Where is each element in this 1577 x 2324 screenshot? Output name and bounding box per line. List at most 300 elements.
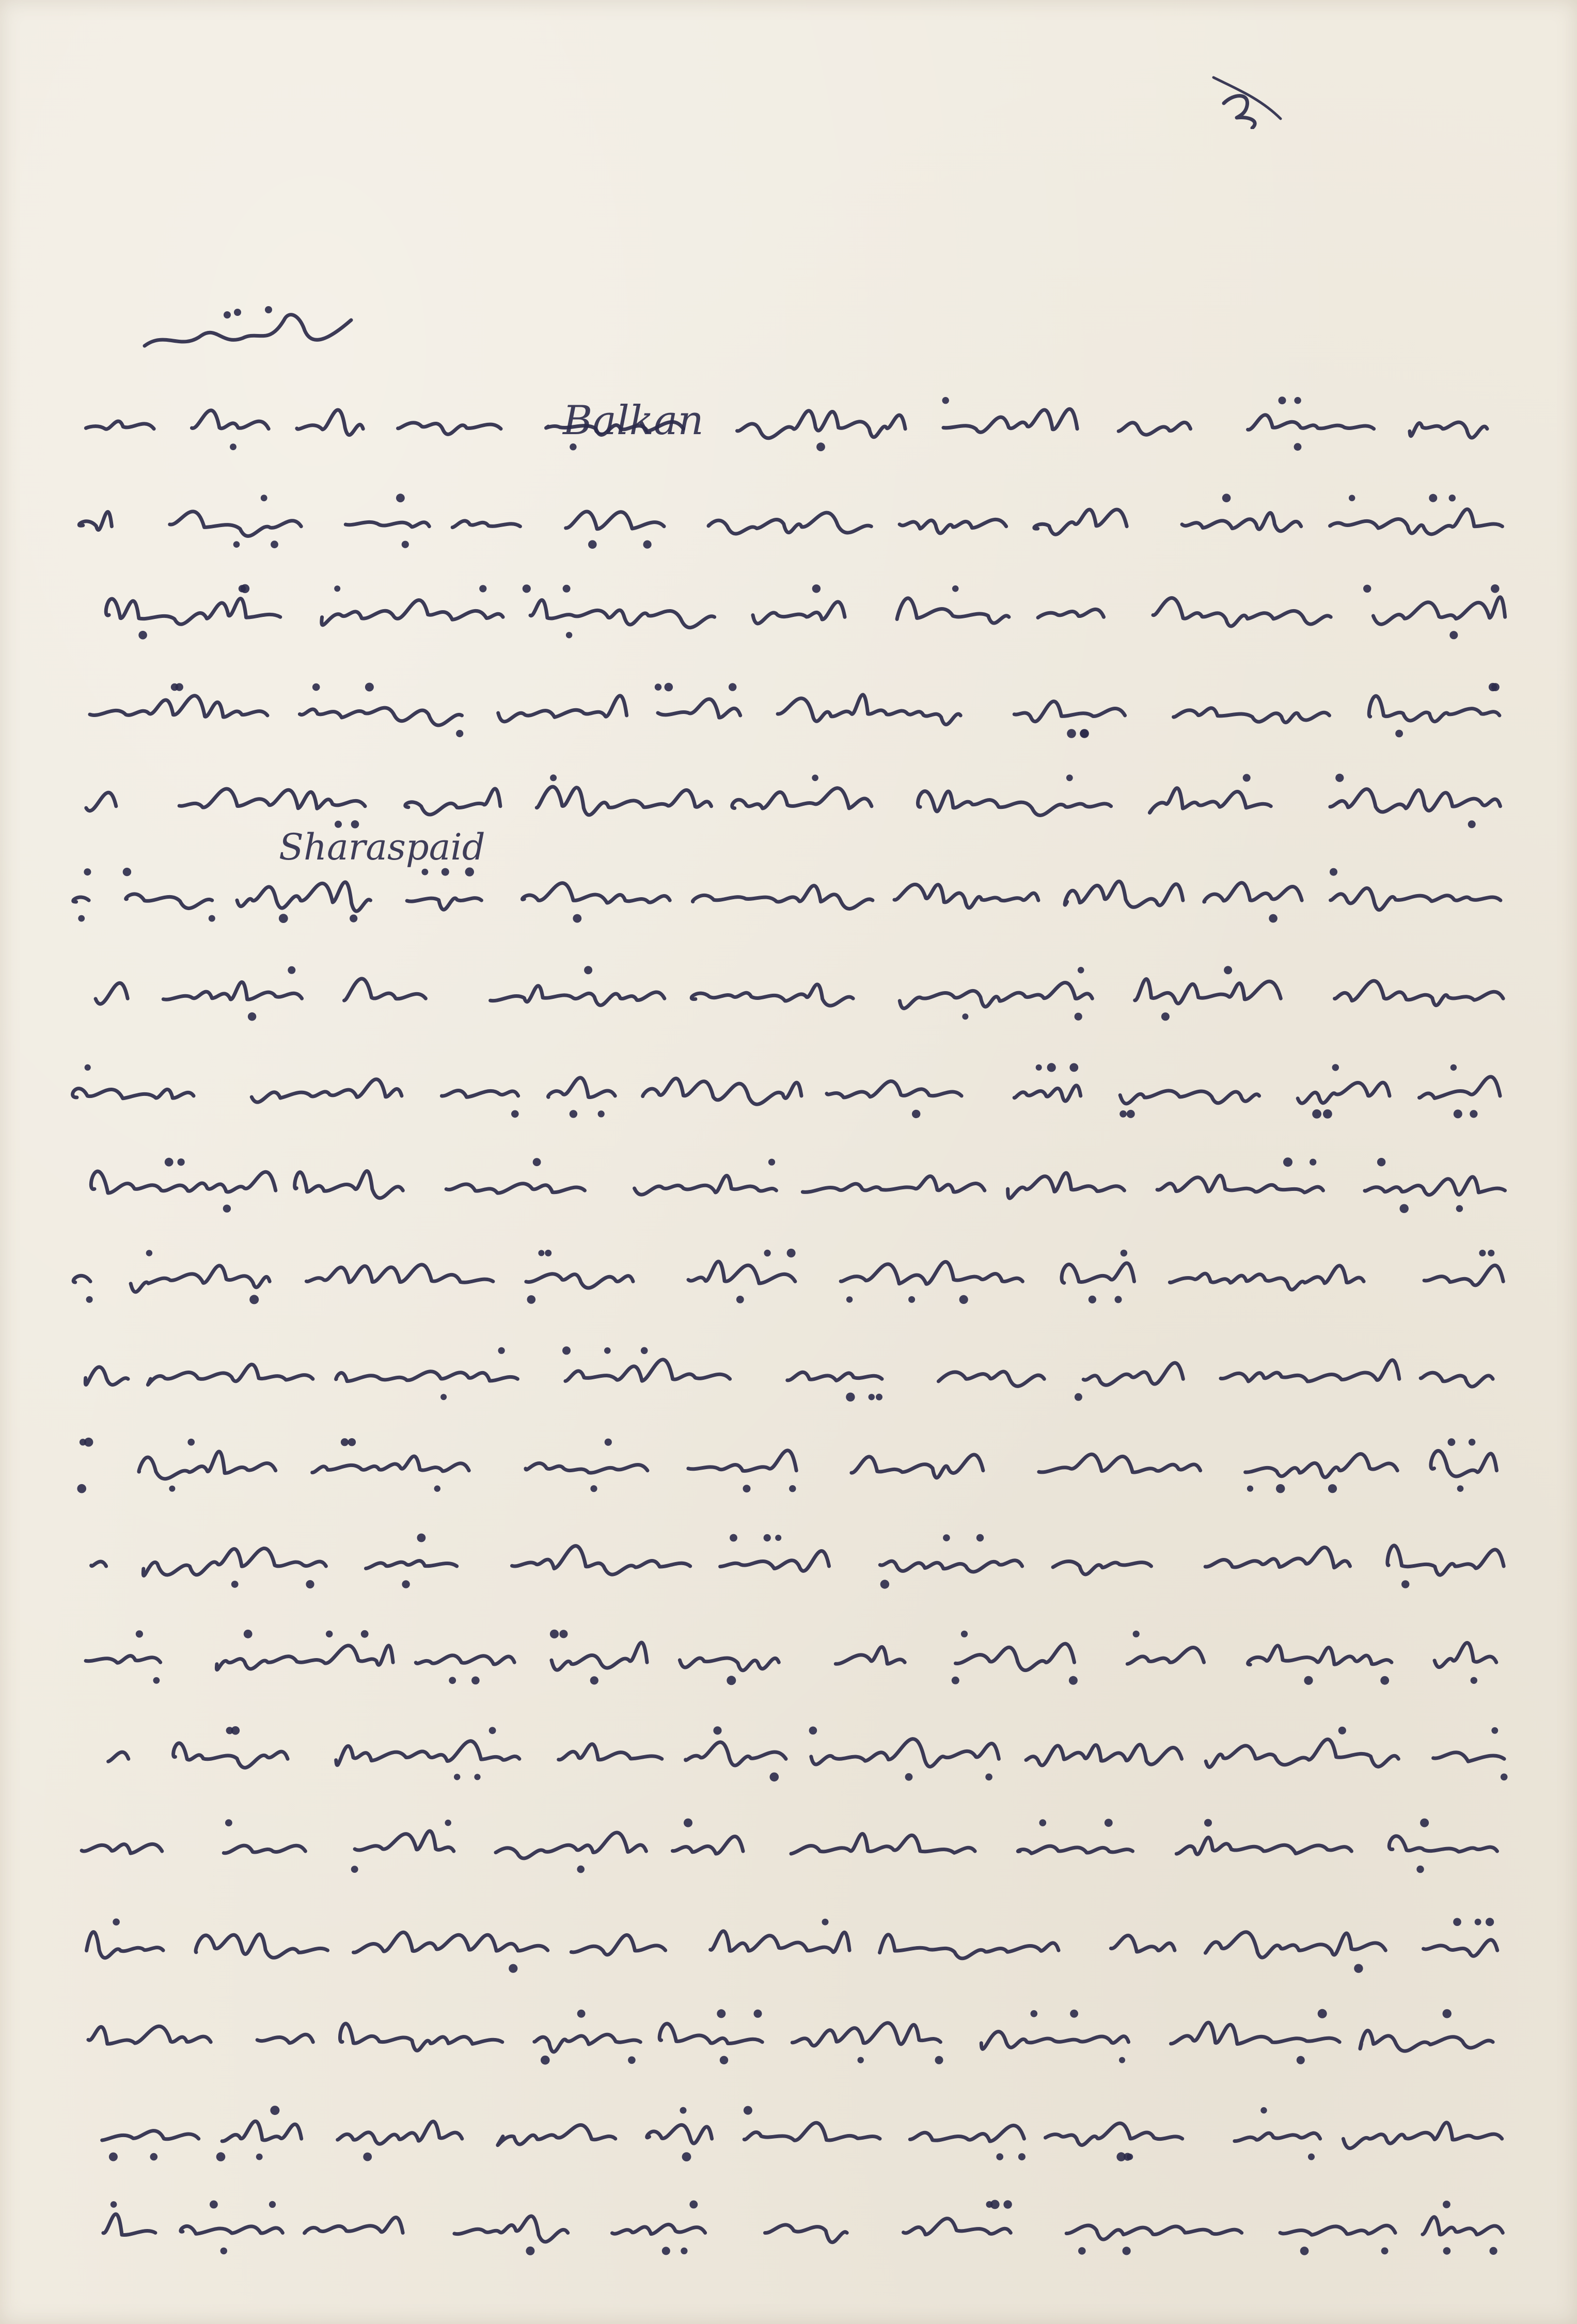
script-word: [1280, 2225, 1395, 2235]
script-word: [1157, 1175, 1323, 1192]
script-word: [565, 1360, 730, 1381]
diacritic-dot: [312, 683, 320, 691]
diacritic-dot: [996, 2153, 1003, 2160]
script-word: [1221, 1360, 1399, 1381]
diacritic-dot: [341, 1438, 349, 1446]
diacritic-dot: [1069, 1676, 1078, 1685]
diacritic-dot: [1489, 683, 1497, 691]
script-word: [336, 1372, 518, 1381]
script-word: [918, 791, 1111, 816]
script-word: [441, 1090, 518, 1097]
diacritic-dot: [959, 1295, 968, 1304]
script-word: [1026, 1745, 1182, 1765]
script-word: [1424, 1940, 1497, 1956]
diacritic-dot: [717, 2009, 726, 2018]
script-word: [1046, 2123, 1182, 2145]
diacritic-dot: [1479, 1250, 1486, 1256]
diacritic-dot: [244, 1630, 253, 1638]
script-word: [686, 1742, 786, 1765]
handwritten-line: [52, 942, 1528, 1029]
diacritic-dot: [288, 966, 295, 974]
script-word: [1174, 708, 1330, 723]
script-word: [1248, 415, 1374, 430]
script-word: [496, 1833, 646, 1858]
script-word: [106, 598, 280, 624]
diacritic-dot: [816, 442, 825, 451]
script-word: [802, 1176, 984, 1192]
diacritic-dot: [1161, 1012, 1170, 1021]
script-word: [791, 1834, 975, 1854]
diacritic-dot: [1443, 2247, 1451, 2255]
script-word: [537, 787, 711, 815]
diacritic-dot: [1486, 1918, 1494, 1926]
diacritic-dot: [573, 914, 581, 923]
diacritic-dot: [604, 1347, 611, 1354]
diacritic-dot: [1456, 1205, 1463, 1212]
handwritten-heading: [134, 289, 372, 361]
handwritten-line: [52, 1796, 1528, 1884]
diacritic-dot: [809, 1727, 817, 1735]
diacritic-dot: [1260, 2107, 1267, 2113]
script-word: [170, 512, 301, 536]
script-word: [1330, 789, 1501, 812]
script-word: [354, 1932, 548, 1952]
diacritic-dot: [770, 1773, 779, 1782]
diacritic-dot: [1330, 868, 1337, 876]
script-word: [86, 421, 154, 429]
diacritic-dot: [1470, 1110, 1477, 1118]
script-word: [1424, 1265, 1503, 1285]
diacritic-dot: [454, 1774, 460, 1780]
diacritic-dot: [1429, 494, 1437, 502]
diacritic-dot: [1349, 495, 1355, 501]
script-word: [91, 1171, 275, 1193]
diacritic-dot: [361, 1630, 369, 1638]
script-word: [312, 1456, 469, 1472]
script-word: [131, 1266, 270, 1292]
script-word: [811, 1739, 999, 1767]
script-word: [1248, 1646, 1392, 1665]
handwritten-line: [52, 2176, 1528, 2264]
diacritic-dot: [789, 1485, 796, 1492]
diacritic-dot: [961, 1631, 968, 1637]
diacritic-dot: [1283, 1157, 1292, 1167]
diacritic-dot: [1297, 2056, 1305, 2064]
diacritic-dot: [1308, 2154, 1315, 2160]
script-word: [897, 598, 1009, 623]
diacritic-dot: [210, 2201, 218, 2209]
diacritic-dot: [1454, 1109, 1462, 1118]
diacritic-dot: [1457, 1485, 1464, 1492]
script-word: [1373, 597, 1505, 625]
diacritic-dot: [563, 585, 571, 593]
script-word: [306, 1265, 493, 1282]
diacritic-dot: [1222, 494, 1231, 502]
diacritic-dot: [365, 683, 374, 692]
script-word: [1431, 1451, 1496, 1476]
script-word: [720, 1551, 829, 1571]
script-word: [737, 411, 906, 438]
script-word: [1434, 1643, 1496, 1667]
script-word: [338, 2122, 462, 2144]
script-word: [1118, 422, 1190, 435]
script-word: [366, 1561, 457, 1569]
script-word: [1176, 1837, 1351, 1854]
script-word: [1149, 788, 1271, 813]
script-word: [522, 883, 670, 903]
diacritic-dot: [684, 1819, 692, 1827]
diacritic-dot: [279, 914, 288, 923]
script-word: [900, 519, 1006, 533]
diacritic-dot: [1400, 1204, 1409, 1213]
diacritic-dot: [511, 1110, 519, 1118]
script-word: [827, 1081, 961, 1097]
script-word: [1420, 1077, 1501, 1099]
script-word: [753, 602, 845, 624]
diacritic-dot: [952, 1677, 959, 1684]
script-word: [534, 2034, 641, 2052]
diacritic-dot: [1323, 1109, 1332, 1119]
diacritic-dot: [231, 1581, 239, 1588]
script-word: [407, 898, 481, 910]
diacritic-dot: [1121, 1250, 1127, 1256]
page-number: [1203, 67, 1291, 129]
diacritic-dot: [422, 869, 429, 876]
script-word: [612, 2224, 705, 2234]
diacritic-dot: [1276, 1484, 1285, 1493]
script-word: [910, 2125, 1024, 2141]
script-word: [880, 1935, 1059, 1959]
diacritic-dot: [1115, 1296, 1122, 1303]
diacritic-dot: [713, 1726, 721, 1734]
diacritic-dot: [985, 1774, 992, 1781]
script-word: [548, 1078, 615, 1097]
diacritic-dot: [1363, 585, 1371, 593]
script-word: [398, 423, 501, 434]
script-word: [102, 2131, 199, 2140]
diacritic-dot: [465, 867, 474, 876]
diacritic-dot: [1491, 1727, 1498, 1734]
diacritic-dot: [1204, 1819, 1212, 1827]
diacritic-dot: [768, 1159, 775, 1166]
diacritic-dot: [306, 1580, 314, 1588]
diacritic-dot: [590, 1676, 598, 1684]
diacritic-dot: [1491, 584, 1500, 593]
diacritic-dot: [550, 1630, 559, 1638]
diacritic-dot: [1069, 1063, 1078, 1072]
script-word: [894, 884, 1038, 908]
script-word: [1369, 696, 1500, 722]
script-word: [1083, 1363, 1183, 1385]
diacritic-dot: [1047, 1063, 1056, 1072]
script-word: [454, 2216, 568, 2242]
latin-word-2: Sharaspaid: [279, 826, 485, 868]
diacritic-dot: [169, 1486, 175, 1492]
diacritic-dot: [150, 2153, 158, 2161]
diacritic-dot: [643, 540, 652, 549]
script-word: [647, 2125, 712, 2143]
diacritic-dot: [138, 631, 147, 640]
script-word: [1387, 1546, 1504, 1575]
script-word: [778, 695, 960, 725]
diacritic-dot: [538, 1250, 544, 1256]
diacritic-dot: [84, 868, 91, 876]
script-word: [216, 1646, 393, 1670]
script-word: [82, 1844, 162, 1853]
diacritic-dot: [1105, 1819, 1113, 1827]
diacritic-dot: [1416, 1866, 1424, 1873]
script-word: [85, 1367, 128, 1384]
script-word: [1182, 513, 1301, 531]
script-word: [1018, 1846, 1132, 1853]
script-word: [192, 410, 269, 429]
script-word: [673, 1837, 744, 1854]
diacritic-dot: [869, 1394, 875, 1400]
script-word: [1111, 1935, 1175, 1952]
diacritic-dot: [990, 2200, 1000, 2209]
diacritic-dot: [78, 915, 85, 922]
diacritic-dot: [976, 1534, 984, 1541]
script-word: [851, 1455, 983, 1478]
diacritic-dot: [231, 1726, 240, 1735]
script-word: [900, 983, 1092, 1009]
diacritic-dot: [681, 2248, 687, 2254]
diacritic-dot: [402, 541, 409, 548]
script-word: [659, 2024, 762, 2043]
script-word: [1171, 2023, 1340, 2044]
diacritic-dot: [1335, 774, 1344, 782]
diacritic-dot: [1443, 2201, 1450, 2208]
script-word: [305, 2217, 403, 2233]
diacritic-dot: [417, 1534, 426, 1542]
diacritic-dot: [682, 2152, 691, 2161]
script-word: [336, 1741, 519, 1765]
script-word: [1014, 1086, 1081, 1101]
script-word: [526, 1463, 648, 1473]
script-word: [73, 1089, 194, 1099]
script-word: [237, 882, 371, 911]
script-word: [904, 2219, 1011, 2235]
script-word: [1330, 509, 1503, 534]
script-word: [943, 409, 1077, 432]
script-word: [711, 1931, 850, 1952]
script-word: [87, 1932, 163, 1958]
script-word: [1008, 1173, 1125, 1198]
diacritic-dot: [641, 1347, 648, 1355]
diacritic-dot: [363, 2153, 372, 2161]
diacritic-dot: [449, 1677, 456, 1684]
script-word: [251, 1079, 402, 1102]
script-word: [1153, 598, 1331, 626]
handwritten-line: [52, 1701, 1528, 1789]
script-word: [1331, 888, 1501, 910]
diacritic-dot: [1080, 729, 1089, 738]
diacritic-dot: [474, 1774, 480, 1780]
handwritten-line: [52, 467, 1528, 554]
handwritten-line: [52, 372, 1528, 459]
script-word: [498, 2125, 616, 2145]
handwritten-line: [52, 1891, 1528, 1979]
script-word: [1204, 883, 1302, 902]
diacritic-dot: [1420, 1819, 1429, 1827]
diacritic-dot: [1294, 397, 1301, 404]
script-word: [643, 1078, 801, 1104]
diacritic-dot: [550, 774, 557, 781]
diacritic-dot: [577, 1866, 585, 1873]
diacritic-dot: [1119, 2057, 1125, 2063]
diacritic-dot: [1469, 1439, 1475, 1445]
script-word: [1135, 979, 1281, 1004]
diacritic-dot: [109, 2153, 118, 2161]
handwritten-line: [52, 1322, 1528, 1409]
diacritic-dot: [233, 541, 240, 548]
diacritic-dot: [146, 1250, 152, 1256]
diacritic-dot: [1070, 2010, 1078, 2018]
script-word: [1066, 2225, 1242, 2239]
diacritic-dot: [1127, 2154, 1133, 2160]
script-word: [1205, 1548, 1350, 1568]
diacritic-dot: [527, 1295, 536, 1304]
script-word: [765, 2225, 847, 2242]
script-word: [841, 1262, 1022, 1284]
diacritic-dot: [350, 915, 357, 922]
script-word: [340, 2024, 502, 2050]
script-word: [126, 894, 212, 909]
diacritic-dot: [113, 1918, 120, 1925]
script-word: [1053, 1562, 1151, 1574]
script-word: [224, 1845, 305, 1853]
script-word: [691, 984, 853, 1006]
script-word: [1360, 2030, 1493, 2051]
script-word: [416, 1656, 514, 1664]
script-word: [297, 410, 363, 435]
diacritic-dot: [570, 443, 576, 450]
diacritic-dot: [165, 1158, 174, 1167]
handwritten-line: [52, 1416, 1528, 1504]
diacritic-dot: [187, 1439, 195, 1446]
diacritic-dot: [86, 1296, 93, 1303]
script-word: [344, 979, 426, 1000]
diacritic-dot: [880, 1580, 889, 1588]
diacritic-dot: [689, 2201, 698, 2209]
diacritic-dot: [559, 1630, 567, 1638]
diacritic-dot: [822, 1919, 829, 1925]
diacritic-dot: [566, 632, 572, 638]
diacritic-dot: [176, 683, 183, 691]
diacritic-dot: [1449, 495, 1456, 501]
handwritten-line: [52, 2081, 1528, 2169]
diacritic-dot: [526, 2247, 534, 2255]
latin-word-balkan: Balkan: [563, 397, 704, 444]
diacritic-dot: [577, 2010, 586, 2018]
script-word: [1062, 1263, 1134, 1283]
script-word: [222, 2121, 302, 2141]
diacritic-dot: [962, 1013, 968, 1020]
script-word: [196, 1934, 327, 1957]
diacritic-dot: [1380, 1676, 1389, 1685]
script-word: [163, 982, 302, 999]
diacritic-dot: [545, 1250, 551, 1256]
script-word: [73, 1276, 90, 1282]
diacritic-dot: [1501, 1774, 1508, 1781]
diacritic-dot: [241, 584, 249, 593]
diacritic-dot: [744, 2106, 752, 2115]
script-word: [1423, 2217, 1503, 2235]
script-word: [446, 1184, 585, 1193]
script-word: [181, 2226, 283, 2234]
diacritic-dot: [136, 1630, 143, 1637]
diacritic-dot: [533, 1158, 541, 1166]
diacritic-dot: [787, 1249, 796, 1257]
script-word: [792, 2023, 940, 2046]
script-word: [355, 1831, 454, 1851]
script-word: [744, 2123, 880, 2140]
script-word: [96, 983, 128, 1004]
script-word: [512, 1546, 690, 1574]
diacritic-dot: [80, 1439, 86, 1445]
script-word: [73, 897, 89, 902]
script-word: [1410, 422, 1487, 438]
diacritic-dot: [1279, 396, 1286, 404]
handwritten-line: [52, 752, 1528, 839]
diacritic-dot: [846, 1296, 853, 1302]
handwritten-line: [52, 1227, 1528, 1314]
diacritic-dot: [942, 397, 949, 404]
script-word: [1038, 609, 1103, 617]
script-word: [680, 1658, 779, 1670]
script-word: [139, 1452, 276, 1479]
diacritic-dot: [1381, 2248, 1389, 2255]
diacritic-dot: [334, 585, 340, 592]
script-word: [1206, 1739, 1398, 1767]
diacritic-dot: [1395, 730, 1403, 738]
diacritic-dot: [1089, 1296, 1096, 1303]
diacritic-dot: [943, 1534, 950, 1541]
diacritic-dot: [85, 1064, 91, 1071]
script-word: [1245, 1454, 1398, 1477]
script-word: [79, 512, 112, 530]
diacritic-dot: [754, 2010, 762, 2018]
diacritic-dot: [498, 1347, 505, 1354]
diacritic-dot: [1488, 1250, 1494, 1256]
script-word: [1170, 1266, 1364, 1290]
diacritic-dot: [225, 1819, 232, 1826]
script-word: [1014, 702, 1125, 722]
handwritten-line: [52, 562, 1528, 649]
diacritic-dot: [562, 1346, 571, 1355]
script-word: [295, 1171, 403, 1198]
diacritic-dot: [1243, 774, 1251, 782]
script-word: [345, 522, 429, 527]
diacritic-dot: [846, 1393, 855, 1402]
handwritten-line: [52, 1986, 1528, 2074]
script-word: [635, 1175, 777, 1195]
diacritic-dot: [1031, 2010, 1038, 2017]
script-word: [1205, 1932, 1385, 1957]
script-word: [658, 699, 740, 718]
diacritic-dot: [1039, 1819, 1047, 1826]
diacritic-dot: [1377, 1158, 1385, 1166]
diacritic-dot: [1300, 2247, 1309, 2255]
diacritic-dot: [402, 1580, 409, 1588]
handwritten-line: [52, 847, 1528, 934]
script-word: [1065, 881, 1183, 907]
script-word: [91, 1562, 106, 1566]
script-word: [981, 2032, 1128, 2049]
diacritic-dot: [269, 2201, 276, 2208]
diacritic-dot: [743, 1485, 751, 1492]
diacritic-dot: [1294, 443, 1302, 451]
